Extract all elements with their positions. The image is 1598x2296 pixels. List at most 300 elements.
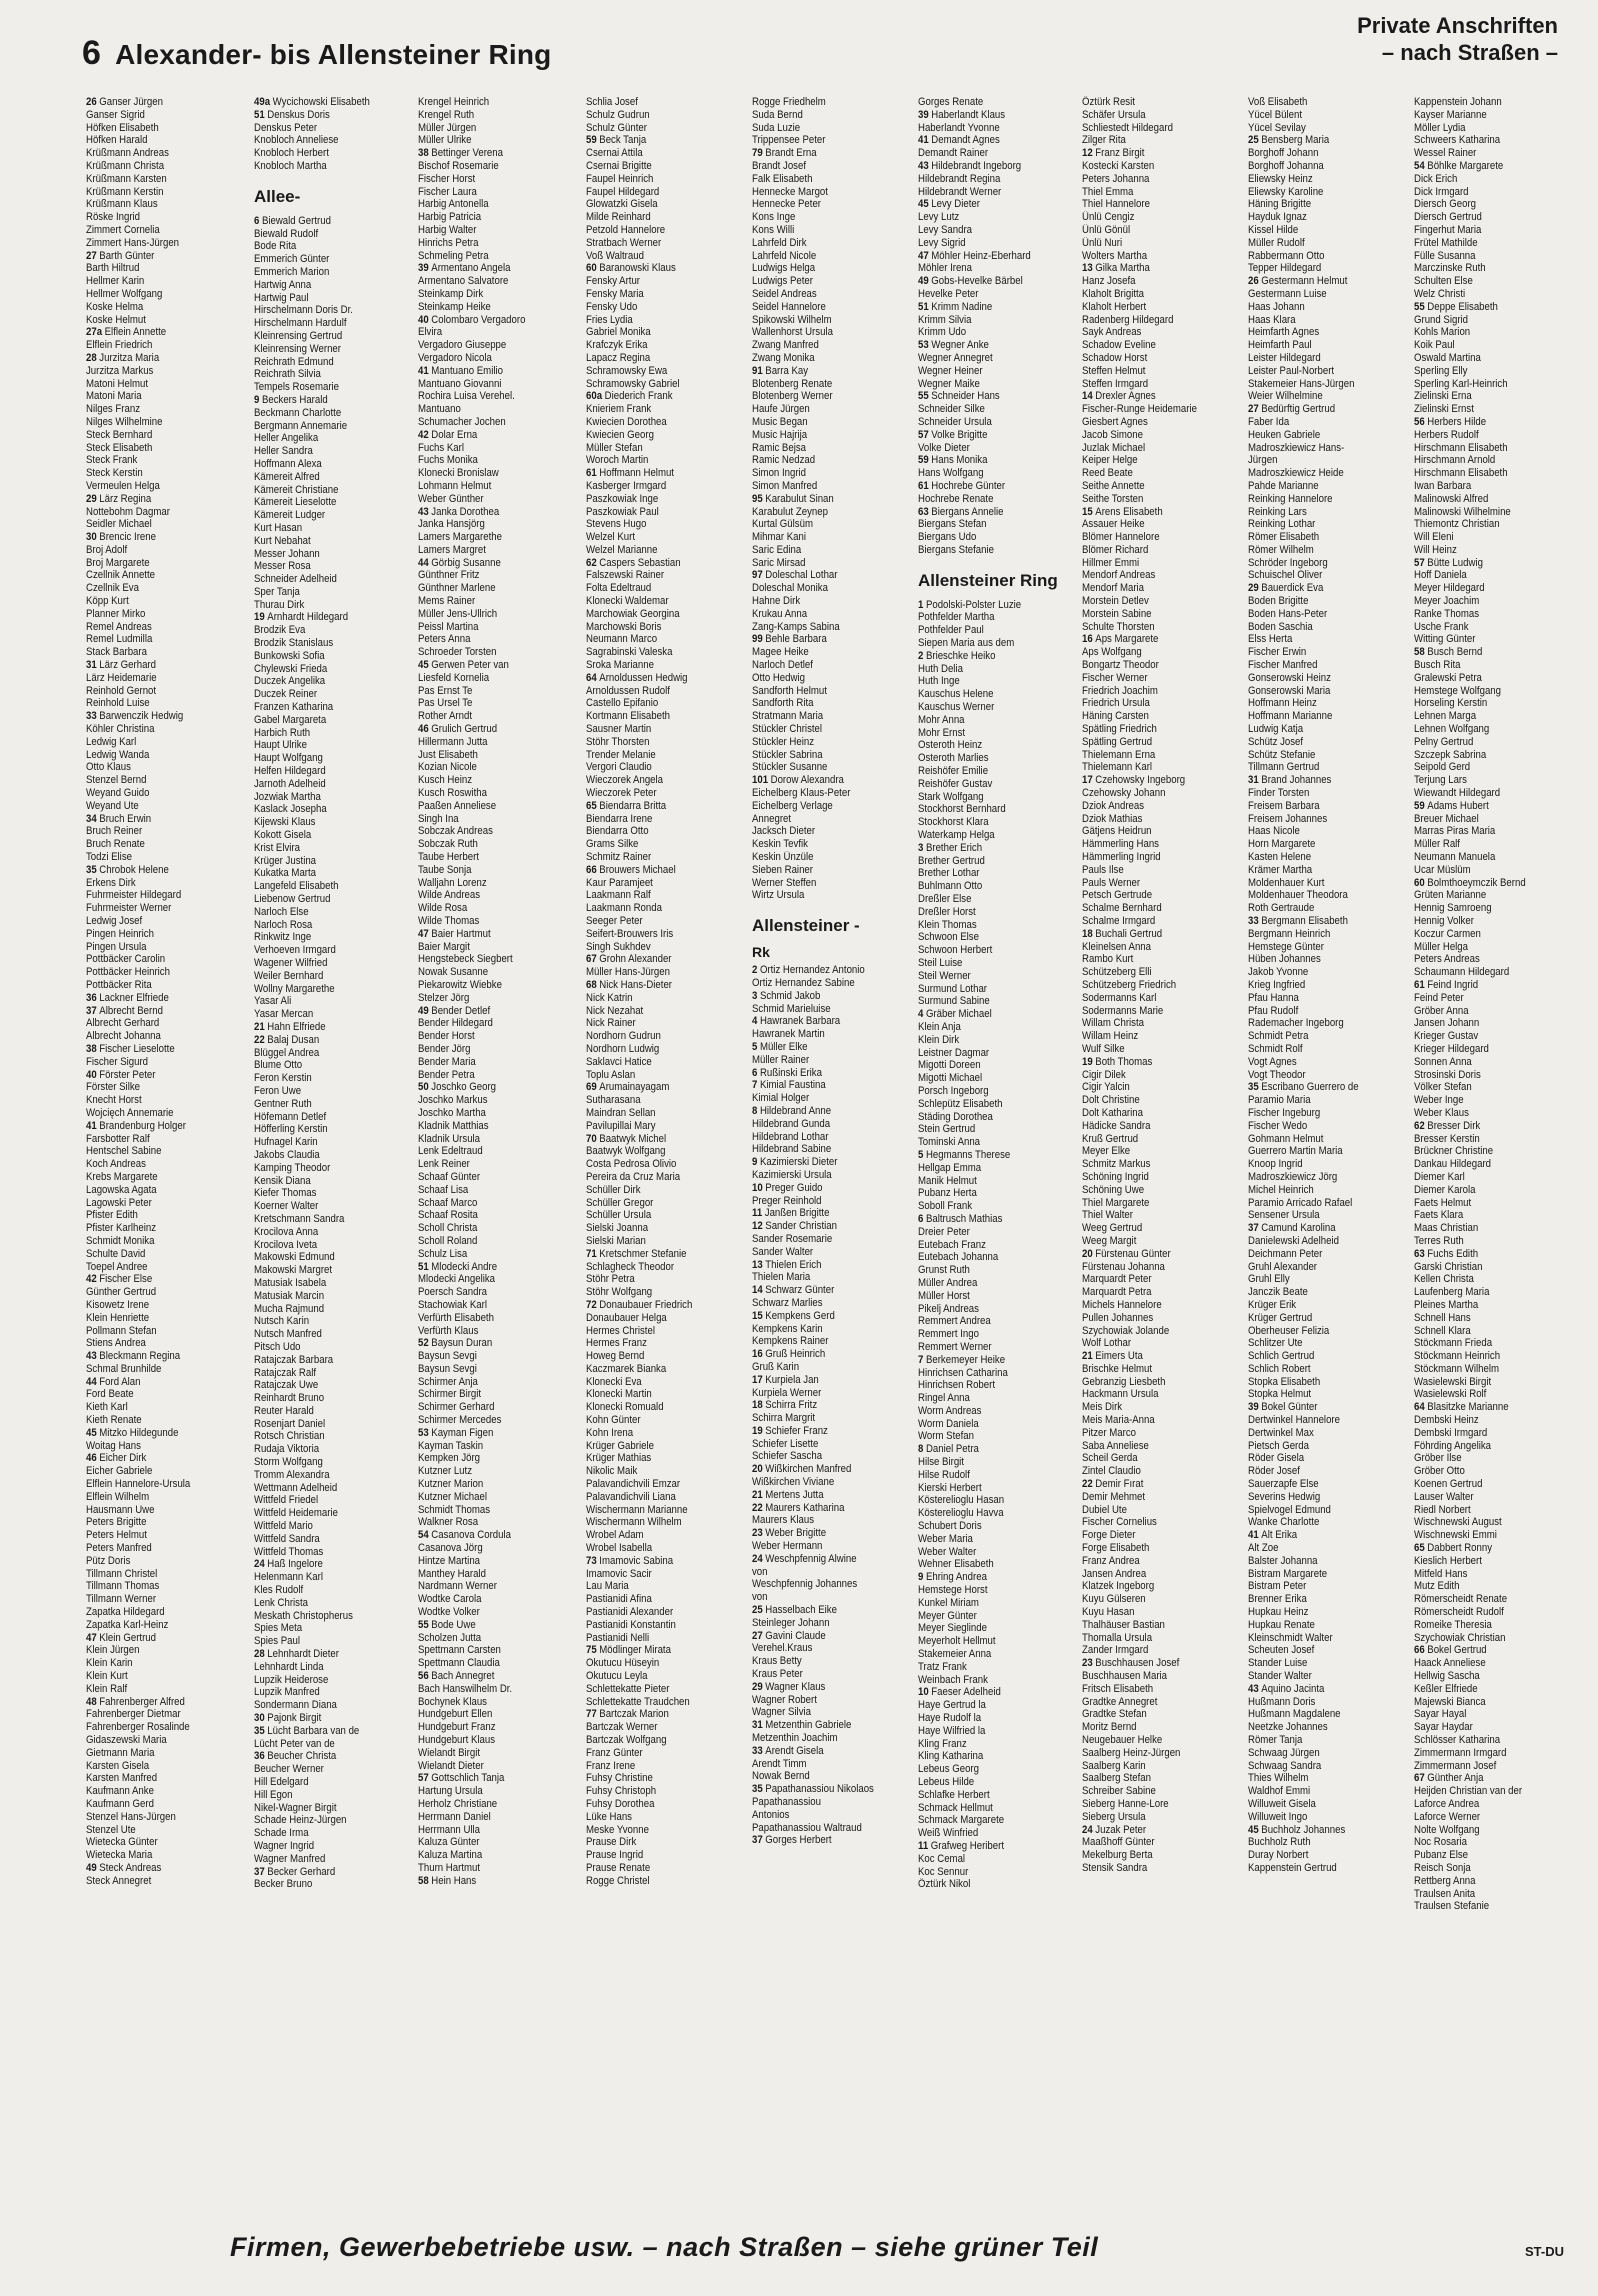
resident-name: Hennig Samroeng — [1414, 902, 1492, 915]
house-number: 31 — [86, 659, 97, 672]
resident-name: Gätjens Heidrun — [1082, 825, 1152, 838]
house-number: 79 — [752, 147, 763, 160]
resident-name: Danielewski Adelheid — [1248, 1234, 1339, 1247]
list-item — [1248, 109, 1408, 122]
resident-name: Howeg Bernd — [586, 1350, 645, 1363]
list-item — [1082, 1465, 1242, 1478]
list-item — [752, 608, 912, 621]
list-item — [1082, 403, 1242, 416]
list-item — [418, 1145, 578, 1158]
resident-name: Mantuano Emilio — [431, 364, 503, 377]
resident-name: Hinrichs Petra — [418, 236, 479, 249]
resident-name: Schmitz Rainer — [586, 851, 652, 864]
resident-name: Förster Peter — [99, 1068, 156, 1081]
house-number: 28 — [86, 351, 97, 364]
house-number: 37 — [86, 1004, 97, 1017]
list-item — [418, 697, 578, 710]
resident-name: Stakemeier Anna — [918, 1648, 992, 1661]
list-item — [1414, 787, 1574, 800]
resident-name: Seithe Torsten — [1082, 492, 1144, 505]
resident-name: Keskin Tevfik — [752, 838, 808, 851]
house-number: 58 — [418, 1874, 429, 1887]
list-item — [918, 1303, 1078, 1316]
resident-name: Meyer Günter — [918, 1609, 977, 1622]
list-item — [86, 761, 246, 774]
list-item — [586, 506, 746, 519]
list-item — [418, 915, 578, 928]
house-number: 57 — [418, 1772, 429, 1785]
list-item — [254, 215, 414, 228]
resident-name: Hillermann Jutta — [418, 735, 488, 748]
resident-name: Marczinske Ruth — [1414, 262, 1486, 275]
resident-name: Hirschmann Elisabeth — [1414, 441, 1508, 454]
resident-name: Sieberg Hanne-Lore — [1082, 1797, 1169, 1810]
list-item — [752, 1348, 912, 1361]
list-item — [752, 531, 912, 544]
resident-name: Schwoon Herbert — [918, 944, 993, 957]
list-item — [1248, 134, 1408, 147]
resident-name: Migotti Doreen — [918, 1059, 981, 1072]
list-item — [254, 995, 414, 1008]
list-item — [918, 1136, 1078, 1149]
list-item — [918, 237, 1078, 250]
resident-name: Wettmann Adelheid — [254, 1481, 338, 1494]
resident-name: Waldhof Emmi — [1248, 1785, 1311, 1798]
resident-name: Kwiecien Georg — [586, 428, 654, 441]
resident-name: Leister Paul-Norbert — [1248, 364, 1335, 377]
resident-name: Moritz Bernd — [1082, 1721, 1137, 1734]
resident-name: Stückler Sabrina — [752, 748, 823, 761]
list-item — [586, 288, 746, 301]
resident-name: Kutzner Michael — [418, 1490, 487, 1503]
list-item — [918, 842, 1078, 855]
resident-name: Lapacz Regina — [586, 351, 651, 364]
resident-name: Stöckmann Heinrich — [1414, 1350, 1501, 1363]
list-item — [918, 1648, 1078, 1661]
resident-name: Ünlü Nuri — [1082, 236, 1123, 249]
resident-name: Buhlmann Otto — [918, 880, 983, 893]
resident-name: Toplu Aslan — [586, 1068, 636, 1081]
resident-name: Breuer Michael — [1414, 812, 1479, 825]
resident-name: Krimm Nadine — [931, 300, 993, 313]
list-item — [586, 1222, 746, 1235]
resident-name: Thurau Dirk — [254, 598, 305, 611]
list-item — [86, 1248, 246, 1261]
list-item — [1248, 1350, 1408, 1363]
list-item — [918, 339, 1078, 352]
list-item — [1082, 941, 1242, 954]
list-item — [1414, 326, 1574, 339]
resident-name: Hanz Josefa — [1082, 275, 1136, 288]
resident-name: Lebeus Hilde — [918, 1776, 975, 1788]
resident-name: Krimm Udo — [918, 326, 967, 339]
list-item — [254, 1290, 414, 1303]
resident-name: Walljahn Lorenz — [418, 876, 487, 889]
resident-name: Vergadoro Giuseppe — [418, 339, 507, 352]
resident-name: Schadow Eveline — [1082, 339, 1156, 352]
resident-name: Zapatka Karl-Heinz — [86, 1618, 169, 1631]
resident-name: Feind Ingrid — [1427, 978, 1479, 991]
list-item — [1248, 557, 1408, 570]
list-item — [1082, 1657, 1242, 1670]
resident-name: Gröber Otto — [1414, 1465, 1465, 1478]
resident-name: Riedl Norbert — [1414, 1503, 1471, 1516]
list-item — [86, 1696, 246, 1709]
list-item — [86, 96, 246, 109]
list-item — [1248, 1734, 1408, 1747]
list-item — [1082, 685, 1242, 698]
resident-name: Herholz Christiane — [418, 1797, 498, 1810]
resident-name: Kasberger Irmgard — [586, 479, 667, 492]
list-item — [918, 1034, 1078, 1047]
resident-name: Peters Andreas — [1414, 953, 1480, 966]
list-item — [86, 1017, 246, 1030]
resident-name: Fensky Maria — [586, 287, 644, 300]
resident-name: Gohmann Helmut — [1248, 1132, 1324, 1145]
resident-name: Müller Horst — [918, 1289, 970, 1302]
resident-name: Krüßmann Klaus — [86, 198, 158, 211]
resident-name: Ortiz Hernandez Antonio — [759, 964, 865, 977]
resident-name: Blömer Richard — [1082, 543, 1149, 556]
list-item — [586, 1696, 746, 1709]
list-item — [254, 1405, 414, 1418]
list-item — [86, 1491, 246, 1504]
list-item — [918, 1111, 1078, 1124]
list-item — [752, 1604, 912, 1617]
list-item — [1082, 275, 1242, 288]
house-number: 25 — [752, 1604, 763, 1617]
list-item — [418, 1798, 578, 1811]
list-item — [1414, 1747, 1574, 1760]
list-item — [1248, 1491, 1408, 1504]
house-number: 17 — [1082, 774, 1093, 787]
house-number: 18 — [1082, 927, 1093, 940]
resident-name: Laakmann Ronda — [586, 902, 662, 915]
list-item — [752, 761, 912, 774]
list-item — [254, 445, 414, 458]
resident-name: Lärz Heidemarie — [86, 671, 157, 684]
resident-name: Otto Hedwig — [752, 671, 805, 684]
resident-name: Laakmann Ralf — [586, 889, 651, 902]
resident-name: Schmidt Rolf — [1248, 1042, 1303, 1055]
resident-name: Stückler Susanne — [752, 761, 828, 774]
list-item — [918, 957, 1078, 970]
list-item — [1082, 122, 1242, 135]
resident-name: Wehner Elisabeth — [918, 1558, 994, 1571]
directory-column — [752, 96, 914, 2222]
resident-name: Haas Johann — [1248, 300, 1305, 313]
resident-name: Hevelke Peter — [918, 287, 979, 300]
list-item — [1082, 659, 1242, 672]
list-item — [1248, 1197, 1408, 1210]
resident-name: Dertwinkel Hannelore — [1248, 1414, 1340, 1427]
list-item — [86, 659, 246, 672]
resident-name: Wycichowski Elisabeth — [272, 96, 370, 108]
resident-name: Böhlke Margarete — [1427, 159, 1504, 172]
list-item — [1414, 96, 1574, 109]
resident-name: Elflein Annette — [104, 326, 167, 339]
house-number: 57 — [1414, 556, 1425, 569]
list-item — [586, 1849, 746, 1862]
list-item — [1082, 1107, 1242, 1120]
list-item — [1082, 467, 1242, 480]
resident-name: Wirtz Ursula — [752, 889, 805, 902]
resident-name: Jürgen — [1248, 454, 1278, 467]
resident-name: Worm Andreas — [918, 1404, 982, 1417]
resident-name: Szczepk Sabrina — [1414, 748, 1487, 761]
list-item — [1248, 250, 1408, 263]
list-item — [418, 1478, 578, 1491]
resident-name: Paszkowiak Paul — [586, 505, 659, 518]
resident-name: Haas Klara — [1248, 313, 1296, 326]
resident-name: Schwarz Günter — [765, 1284, 835, 1297]
list-item — [752, 1387, 912, 1400]
resident-name: Rogge Christel — [586, 1874, 650, 1887]
list-item — [1414, 275, 1574, 288]
resident-name: Yasar Ali — [254, 995, 292, 1008]
list-item — [586, 633, 746, 646]
resident-name: Kleinschmidt Walter — [1248, 1631, 1333, 1644]
list-item — [918, 752, 1078, 765]
list-item — [418, 1222, 578, 1235]
resident-name: Baatwyk Michel — [599, 1132, 667, 1145]
list-item — [254, 1725, 414, 1738]
list-item — [86, 851, 246, 864]
list-item — [1082, 1363, 1242, 1376]
list-item — [1248, 1235, 1408, 1248]
house-number: 7 — [918, 1353, 924, 1366]
list-item — [1082, 1299, 1242, 1312]
list-item — [1248, 1568, 1408, 1581]
resident-name: von — [752, 1591, 768, 1604]
list-item — [918, 1290, 1078, 1303]
resident-name: Wieczorek Angela — [586, 774, 664, 787]
resident-name: Schlich Robert — [1248, 1362, 1311, 1375]
resident-name: Forge Dieter — [1082, 1529, 1136, 1542]
resident-name: Klatzek Ingeborg — [1082, 1580, 1155, 1593]
resident-name: Pothfelder Paul — [918, 624, 984, 637]
resident-name: Nikolic Maik — [586, 1465, 638, 1478]
resident-name: Pingen Ursula — [86, 940, 147, 953]
house-number: 65 — [1414, 1542, 1425, 1555]
list-item — [1082, 825, 1242, 838]
resident-name: Wagner Silvia — [752, 1706, 812, 1719]
list-item — [918, 1149, 1078, 1162]
resident-name: Becker Gerhard — [267, 1865, 336, 1878]
list-item — [918, 1226, 1078, 1239]
resident-name: Wegner Annegret — [918, 351, 993, 364]
list-item — [86, 301, 246, 314]
resident-name: Müller Helga — [1414, 940, 1469, 953]
resident-name: Brandt Erna — [765, 147, 817, 160]
list-item — [86, 1197, 246, 1210]
list-item — [1082, 1005, 1242, 1018]
list-item — [586, 1427, 746, 1440]
list-item — [1414, 518, 1574, 531]
house-number: 63 — [918, 505, 929, 518]
resident-name: Herbers Rudolf — [1414, 428, 1479, 441]
resident-name: Kempkens Karin — [752, 1322, 823, 1335]
resident-name: Hoff Daniela — [1414, 569, 1467, 582]
resident-name: Stevens Hugo — [586, 518, 647, 531]
resident-name: Heuken Gabriele — [1248, 428, 1321, 441]
list-item — [1248, 1696, 1408, 1709]
list-item — [418, 1785, 578, 1798]
list-item — [86, 314, 246, 327]
list-item — [586, 352, 746, 365]
resident-name: Neetzke Johannes — [1248, 1721, 1328, 1734]
list-item — [1248, 1081, 1408, 1094]
resident-name: Kwiecien Dorothea — [586, 415, 667, 428]
house-number: 37 — [254, 1865, 265, 1878]
resident-name: Will Eleni — [1414, 531, 1454, 544]
list-item — [1414, 1325, 1574, 1338]
directory-column — [1248, 96, 1410, 2222]
house-number: 64 — [586, 671, 597, 684]
resident-name: Wojcięch Annemarie — [86, 1106, 174, 1119]
list-item — [1248, 813, 1408, 826]
list-item — [418, 506, 578, 519]
list-item — [586, 1133, 746, 1146]
resident-name: Meis Dirk — [1082, 1401, 1123, 1414]
resident-name: Öztürk Resit — [1082, 96, 1135, 108]
resident-name: Kempkens Gerd — [765, 1309, 835, 1322]
list-item — [752, 582, 912, 595]
resident-name: Brand Johannes — [1261, 774, 1332, 787]
resident-name: Klein Karin — [86, 1657, 133, 1670]
resident-name: Bruch Renate — [86, 838, 145, 851]
list-item — [586, 1440, 746, 1453]
resident-name: Narloch Else — [254, 905, 309, 918]
list-item — [254, 292, 414, 305]
list-item — [418, 454, 578, 467]
resident-name: Brether Erich — [925, 841, 983, 854]
resident-name: Rogge Friedhelm — [752, 96, 826, 108]
resident-name: Klein Ralf — [86, 1682, 128, 1695]
list-item — [1414, 301, 1574, 314]
list-item — [586, 621, 746, 634]
resident-name: Wallenhorst Ursula — [752, 326, 833, 339]
resident-name: Weeg Gertrud — [1082, 1222, 1143, 1235]
resident-name: Sodermanns Karl — [1082, 991, 1157, 1004]
resident-name: Meyer Joachim — [1414, 595, 1480, 608]
list-item — [86, 198, 246, 211]
list-item — [1082, 506, 1242, 519]
list-item — [752, 1425, 912, 1438]
list-item — [418, 979, 578, 992]
resident-name: Stachowiak Karl — [418, 1298, 487, 1311]
list-item — [1248, 326, 1408, 339]
resident-name: Kamping Theodor — [254, 1161, 331, 1174]
list-item — [918, 1162, 1078, 1175]
resident-name: Yücel Sevilay — [1248, 121, 1306, 134]
house-number: 70 — [586, 1132, 597, 1145]
resident-name: Weschpfennig Johannes — [752, 1578, 858, 1591]
list-item — [918, 714, 1078, 727]
list-item — [254, 1853, 414, 1866]
list-item — [586, 1005, 746, 1018]
list-item — [1248, 1836, 1408, 1849]
list-item — [86, 1440, 246, 1453]
house-number: 17 — [752, 1373, 763, 1386]
street-range-title: Alexander- bis Allensteiner Ring — [115, 39, 552, 70]
resident-name: Blotenberg Renate — [752, 377, 833, 390]
resident-name: Wielandt Dieter — [418, 1759, 484, 1772]
resident-name: Kaczmarek Bianka — [586, 1362, 667, 1375]
list-item — [1082, 774, 1242, 787]
resident-name: Fischer Ingeburg — [1248, 1106, 1321, 1119]
list-item — [918, 1622, 1078, 1635]
resident-name: Ludwig Katja — [1248, 723, 1304, 736]
resident-name: Klein Jürgen — [86, 1644, 140, 1657]
resident-name: Zimmert Cornelia — [86, 223, 160, 236]
resident-name: Preger Reinhold — [752, 1194, 822, 1207]
house-number: 43 — [918, 159, 929, 172]
house-number: 62 — [1414, 1119, 1425, 1132]
resident-name: Waterkamp Helga — [918, 829, 995, 842]
resident-name: Mlodecki Andre — [431, 1260, 498, 1273]
list-item — [418, 1593, 578, 1606]
list-item — [254, 420, 414, 433]
resident-name: Malinowski Wilhelmine — [1414, 505, 1511, 518]
resident-name: Lagowski Peter — [86, 1196, 152, 1209]
list-item — [1082, 889, 1242, 902]
house-number: 60 — [1414, 876, 1425, 889]
house-number: 51 — [254, 108, 265, 121]
resident-name: Schütz Josef — [1248, 735, 1304, 748]
list-item — [918, 1661, 1078, 1674]
house-number: 7 — [752, 1079, 758, 1092]
list-item — [586, 838, 746, 851]
resident-name: Kensik Diana — [254, 1174, 311, 1187]
list-item — [418, 1158, 578, 1171]
resident-name: Schaaf Günter — [418, 1170, 481, 1183]
list-item — [418, 1056, 578, 1069]
list-item — [752, 621, 912, 634]
resident-name: Iwan Barbara — [1414, 479, 1472, 492]
resident-name: Lehnhardt Linda — [254, 1660, 324, 1673]
resident-name: Kämereit Ludger — [254, 509, 326, 522]
list-item — [752, 1502, 912, 1515]
list-item — [918, 880, 1078, 893]
list-item — [586, 928, 746, 941]
resident-name: Schweers Katharina — [1414, 134, 1501, 147]
house-number: 56 — [418, 1670, 429, 1683]
list-item — [86, 1593, 246, 1606]
resident-name: Aquino Jacinta — [1261, 1682, 1325, 1695]
resident-name: Fischer Wedo — [1248, 1119, 1308, 1132]
resident-name: Castello Epifanio — [586, 697, 659, 710]
list-item — [86, 1401, 246, 1414]
list-item — [418, 1197, 578, 1210]
house-number: 27 — [86, 249, 97, 262]
list-item — [752, 1079, 912, 1092]
resident-name: Tominski Anna — [918, 1136, 981, 1149]
house-number: 11 — [752, 1207, 763, 1220]
list-item — [752, 964, 912, 977]
list-item — [586, 1568, 746, 1581]
resident-name: Cigir Yalcin — [1082, 1081, 1130, 1094]
list-item — [586, 1683, 746, 1696]
resident-name: Öztürk Nikol — [918, 1878, 971, 1891]
resident-name: Stopka Elisabeth — [1248, 1375, 1321, 1388]
list-item — [586, 1197, 746, 1210]
resident-name: Kazimierski Ursula — [752, 1168, 832, 1181]
list-item — [1248, 1030, 1408, 1043]
house-number: 63 — [1414, 1247, 1425, 1260]
resident-name: Feron Uwe — [254, 1084, 302, 1097]
resident-name: Feron Kerstin — [254, 1072, 312, 1085]
